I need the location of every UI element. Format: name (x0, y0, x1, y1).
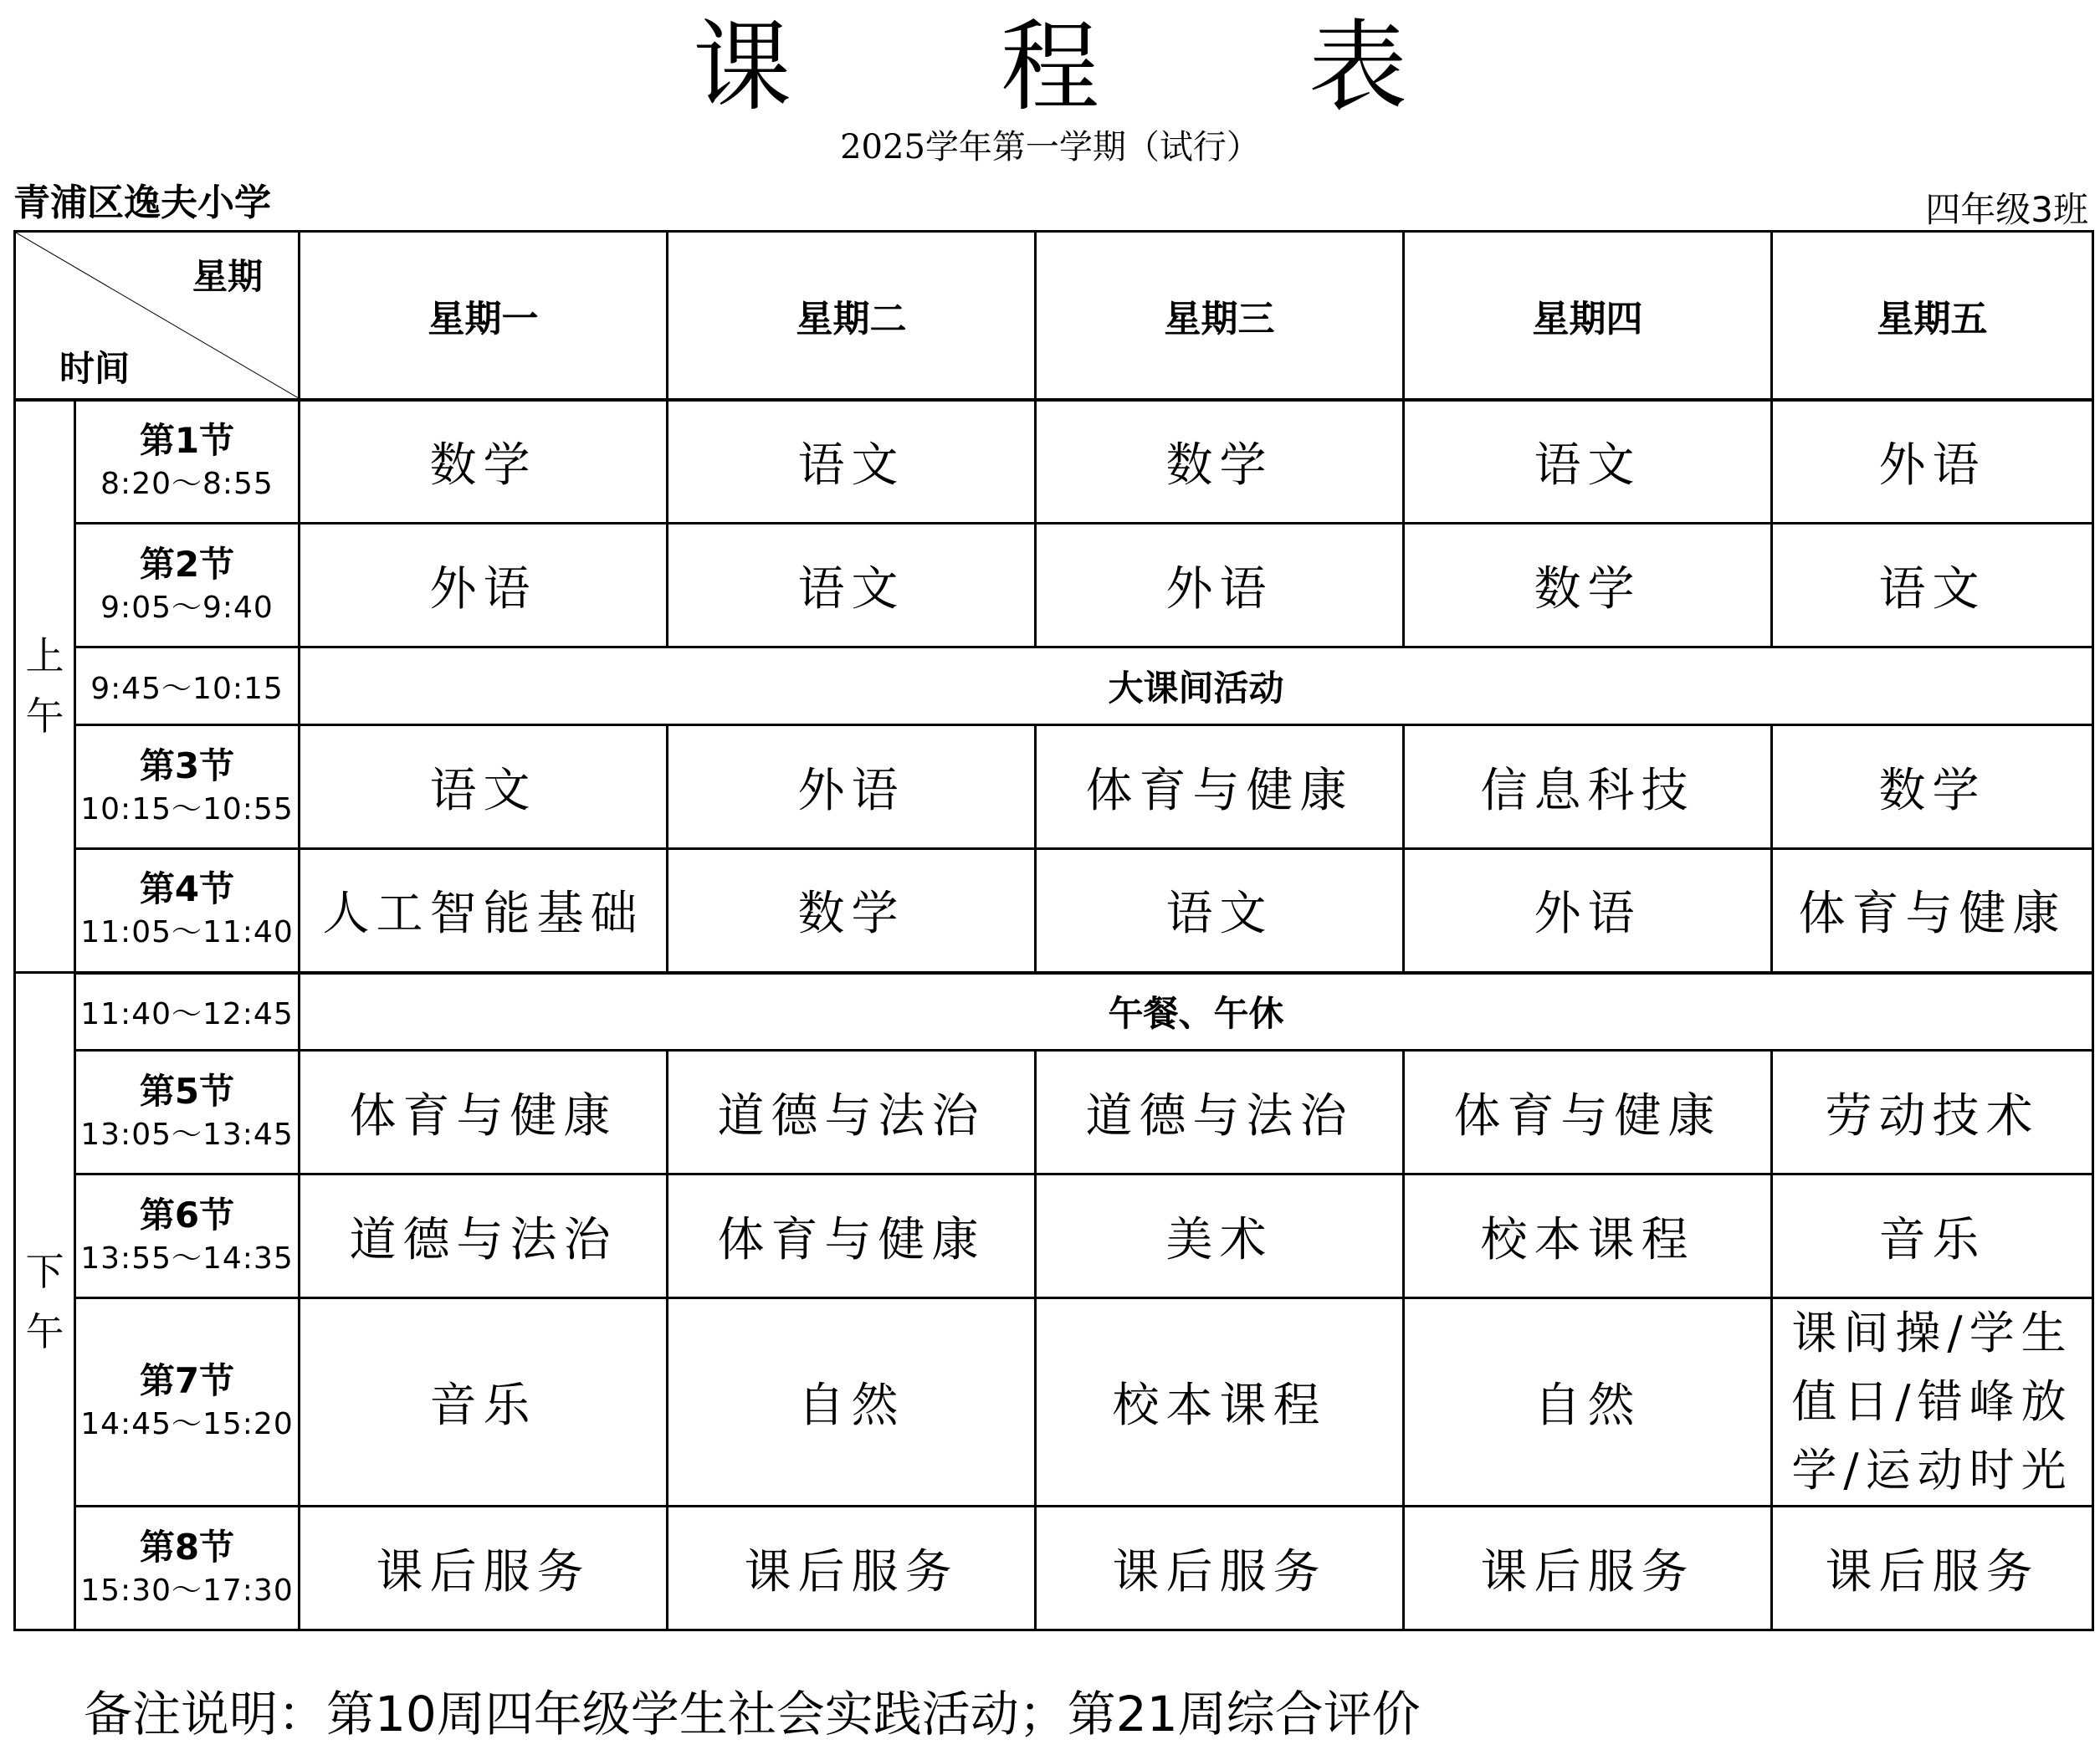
break-activity: 大课间活动 (300, 647, 2093, 725)
corner-cell (15, 232, 300, 400)
class-cell: 数学 (1036, 400, 1404, 524)
class-cell: 体育与健康 (1036, 725, 1404, 849)
class-cell: 自然 (1404, 1298, 1772, 1507)
period-label: 第6节 (139, 1194, 235, 1236)
afternoon-label: 下 午 (15, 973, 75, 1630)
subtitle: 2025学年第一学期（试行） (840, 128, 1260, 166)
period-time: 11:05～11:40 (80, 915, 294, 950)
class-cell: 音乐 (1772, 1174, 2093, 1298)
period-time: 10:15～10:55 (80, 791, 294, 826)
class-cell: 体育与健康 (300, 1051, 668, 1174)
school-name: 青浦区逸夫小学 (13, 182, 271, 224)
period-label: 第3节 (139, 745, 235, 786)
break-time: 11:40～12:45 (75, 973, 300, 1051)
footer-note: 备注说明：第10周四年级学生社会实践活动；第21周综合评价 (84, 1686, 1421, 1742)
class-cell: 体育与健康 (668, 1174, 1036, 1298)
period-cell (75, 1051, 300, 1174)
break-time: 9:45～10:15 (75, 647, 300, 725)
period-cell (75, 1298, 300, 1507)
title-char: 程 (1000, 9, 1099, 125)
class-cell: 校本课程 (1404, 1174, 1772, 1298)
class-cell: 语文 (1772, 524, 2093, 647)
class-cell: 课后服务 (1036, 1507, 1404, 1630)
day-header: 星期四 (1404, 232, 1772, 400)
title-char: 课 (692, 9, 791, 125)
class-cell: 外语 (300, 524, 668, 647)
period-label: 第1节 (139, 419, 235, 461)
period-cell (75, 1507, 300, 1630)
class-cell: 自然 (668, 1298, 1036, 1507)
period-cell (75, 524, 300, 647)
title-char: 表 (1309, 9, 1408, 125)
period-cell (75, 1174, 300, 1298)
class-cell: 课后服务 (1404, 1507, 1772, 1630)
class-cell: 课间操/学生值日/错峰放学/运动时光 (1772, 1298, 2093, 1507)
class-cell: 道德与法治 (668, 1051, 1036, 1174)
class-cell: 外语 (1772, 400, 2093, 524)
class-cell: 课后服务 (668, 1507, 1036, 1630)
period-cell (75, 725, 300, 849)
period-time: 14:45～15:20 (80, 1407, 294, 1441)
morning-label: 上 午 (15, 400, 75, 973)
corner-label-day: 星期 (192, 256, 263, 297)
page-title (0, 0, 2100, 125)
class-cell: 数学 (300, 400, 668, 524)
class-cell: 语文 (300, 725, 668, 849)
corner-label-time: 时间 (59, 347, 131, 389)
class-cell: 课后服务 (1772, 1507, 2093, 1630)
class-cell: 美术 (1036, 1174, 1404, 1298)
class-cell: 外语 (1036, 524, 1404, 647)
class-cell: 外语 (668, 725, 1036, 849)
day-header: 星期三 (1036, 232, 1404, 400)
class-cell: 课后服务 (300, 1507, 668, 1630)
period-time: 13:05～13:45 (80, 1117, 294, 1152)
class-cell: 数学 (668, 849, 1036, 973)
period-time: 15:30～17:30 (80, 1573, 294, 1608)
timetable (13, 230, 2094, 1631)
class-cell: 数学 (1772, 725, 2093, 849)
period-label: 第5节 (139, 1070, 235, 1112)
period-time: 8:20～8:55 (100, 466, 274, 501)
period-label: 第4节 (139, 868, 235, 910)
day-header: 星期一 (300, 232, 668, 400)
class-cell: 外语 (1404, 849, 1772, 973)
day-header: 星期二 (668, 232, 1036, 400)
break-activity: 午餐、午休 (300, 973, 2093, 1051)
class-cell: 体育与健康 (1772, 849, 2093, 973)
class-cell: 数学 (1404, 524, 1772, 647)
period-label: 第7节 (139, 1360, 235, 1401)
class-cell: 道德与法治 (1036, 1051, 1404, 1174)
class-cell: 语文 (668, 400, 1036, 524)
period-label: 第8节 (139, 1526, 235, 1568)
class-cell: 体育与健康 (1404, 1051, 1772, 1174)
period-label: 第2节 (139, 543, 235, 585)
period-cell (75, 400, 300, 524)
period-time: 13:55～14:35 (80, 1241, 294, 1276)
class-cell: 语文 (668, 524, 1036, 647)
day-header: 星期五 (1772, 232, 2093, 400)
class-cell: 语文 (1404, 400, 1772, 524)
class-cell: 语文 (1036, 849, 1404, 973)
period-cell (75, 849, 300, 973)
class-cell: 劳动技术 (1772, 1051, 2093, 1174)
class-cell: 校本课程 (1036, 1298, 1404, 1507)
period-time: 9:05～9:40 (100, 590, 274, 625)
class-cell: 音乐 (300, 1298, 668, 1507)
class-name: 四年级3班 (1925, 189, 2088, 230)
class-cell: 信息科技 (1404, 725, 1772, 849)
class-cell: 人工智能基础 (300, 849, 668, 973)
class-cell: 道德与法治 (300, 1174, 668, 1298)
